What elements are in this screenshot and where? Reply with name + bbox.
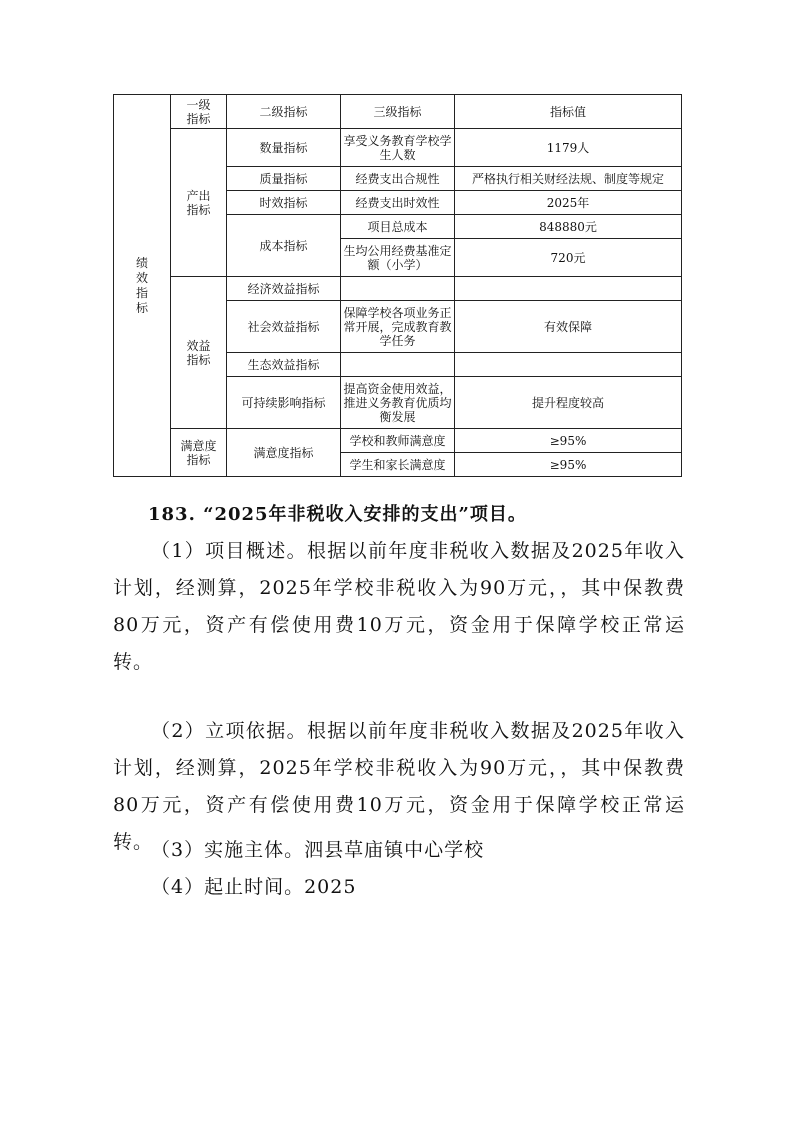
paragraph-implementer: （3）实施主体。泗县草庙镇中心学校 bbox=[151, 839, 485, 861]
paragraph-period: （4）起止时间。2025 bbox=[151, 876, 357, 898]
row-timeliness-l3: 经费支出时效性 bbox=[341, 191, 455, 215]
row-ecological-l2: 生态效益指标 bbox=[227, 353, 341, 377]
group-output: 产出指标 bbox=[171, 129, 227, 277]
paragraph-basis: （2）立项依据。根据以前年度非税收入数据及2025年收入计划，经测算，2025年学校非税收入为90万元，，其中保教费80万元，资产有偿使用费10万元，资金用于保障学校正常运转。 bbox=[113, 720, 685, 853]
row-sat-parent-value: ≥95% bbox=[455, 453, 682, 477]
row-sustainable-value: 提升程度较高 bbox=[455, 377, 682, 429]
header-value: 指标值 bbox=[455, 95, 682, 129]
row-cost-per-l3: 生均公用经费基准定额（小学） bbox=[341, 239, 455, 277]
category-label: 绩效指标 bbox=[135, 255, 148, 315]
header-level1: 一级指标 bbox=[171, 95, 227, 129]
row-economic-l3 bbox=[341, 277, 455, 301]
section-heading: 183. “2025年非税收入安排的支出”项目。 bbox=[148, 504, 527, 525]
row-economic-value bbox=[455, 277, 682, 301]
row-timeliness-value: 2025年 bbox=[455, 191, 682, 215]
row-social-l2: 社会效益指标 bbox=[227, 301, 341, 353]
row-sustainable-l3: 提高资金使用效益，推进义务教育优质均衡发展 bbox=[341, 377, 455, 429]
header-level3: 三级指标 bbox=[341, 95, 455, 129]
group-satisfaction: 满意度指标 bbox=[171, 429, 227, 477]
row-economic-l2: 经济效益指标 bbox=[227, 277, 341, 301]
row-quantity-l3: 享受义务教育学校学生人数 bbox=[341, 129, 455, 167]
row-quantity-value: 1179人 bbox=[455, 129, 682, 167]
header-level2: 二级指标 bbox=[227, 95, 341, 129]
row-sat-parent-l3: 学生和家长满意度 bbox=[341, 453, 455, 477]
row-satisfaction-l2: 满意度指标 bbox=[227, 429, 341, 477]
row-cost-per-value: 720元 bbox=[455, 239, 682, 277]
row-social-l3: 保障学校各项业务正常开展，完成教育教学任务 bbox=[341, 301, 455, 353]
row-quality-l2: 质量指标 bbox=[227, 167, 341, 191]
row-sustainable-l2: 可持续影响指标 bbox=[227, 377, 341, 429]
row-ecological-l3 bbox=[341, 353, 455, 377]
row-sat-teacher-value: ≥95% bbox=[455, 429, 682, 453]
performance-indicator-table bbox=[113, 94, 682, 477]
row-cost-total-l3: 项目总成本 bbox=[341, 215, 455, 239]
row-ecological-value bbox=[455, 353, 682, 377]
row-social-value: 有效保障 bbox=[455, 301, 682, 353]
row-quantity-l2: 数量指标 bbox=[227, 129, 341, 167]
row-cost-l2: 成本指标 bbox=[227, 215, 341, 277]
row-quality-value: 严格执行相关财经法规、制度等规定 bbox=[455, 167, 682, 191]
paragraph-overview: （1）项目概述。根据以前年度非税收入数据及2025年收入计划，经测算，2025年学校非税收入为90万元，，其中保教费80万元，资产有偿使用费10万元，资金用于保障学校正常运转。 bbox=[113, 540, 685, 673]
row-sat-teacher-l3: 学校和教师满意度 bbox=[341, 429, 455, 453]
row-cost-total-value: 848880元 bbox=[455, 215, 682, 239]
row-quality-l3: 经费支出合规性 bbox=[341, 167, 455, 191]
category-cell bbox=[114, 95, 171, 477]
row-timeliness-l2: 时效指标 bbox=[227, 191, 341, 215]
group-benefit: 效益指标 bbox=[171, 277, 227, 429]
